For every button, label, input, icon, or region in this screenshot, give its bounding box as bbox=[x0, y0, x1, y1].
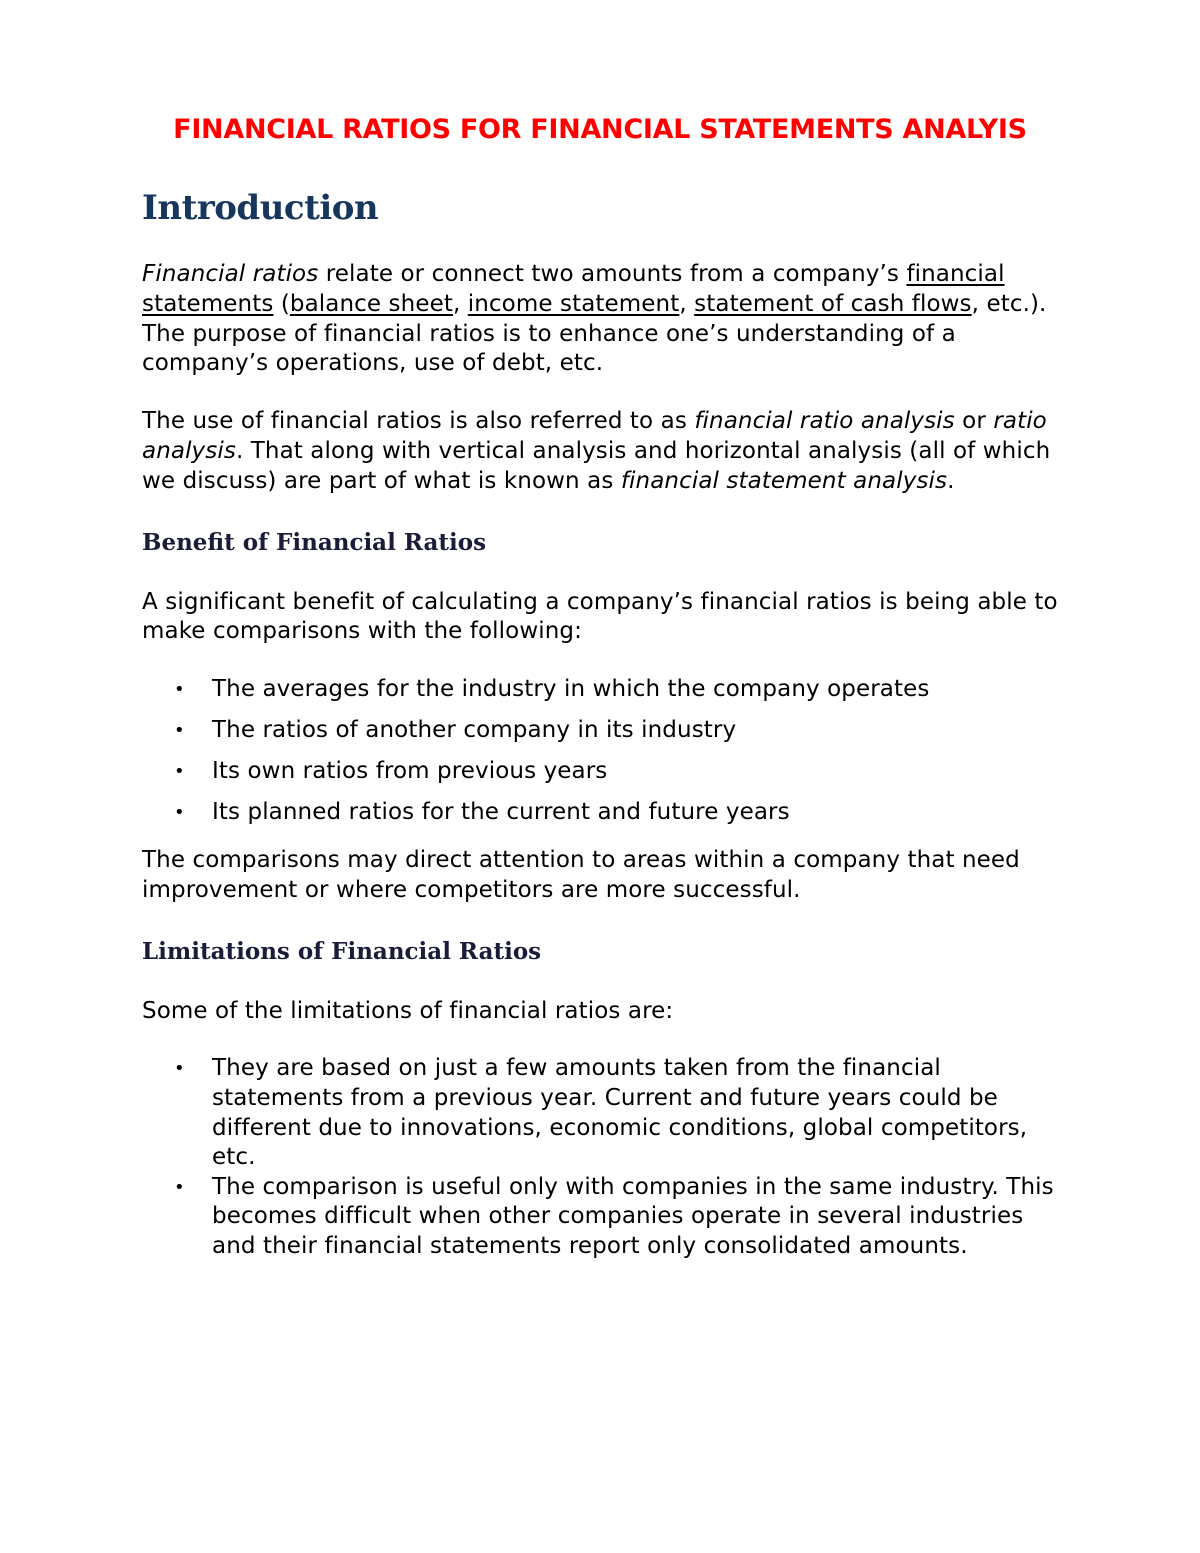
list-item bbox=[142, 1173, 1062, 1262]
list-item bbox=[142, 716, 1062, 746]
list-item bbox=[142, 798, 1062, 828]
intro-text: ( bbox=[273, 290, 290, 317]
list-item-text: The comparison is useful only with companies in the same industry. This becomes difficult when other companies operate in several industries and their financial statements report only consolidated amounts. bbox=[212, 1173, 1054, 1259]
intro-text: , etc.). The purpose of financial ratios is to enhance one’s understanding of a company’s operations, use of debt, etc. bbox=[142, 290, 1047, 377]
limitations-list bbox=[142, 1054, 1062, 1261]
benefits-list bbox=[142, 675, 1062, 828]
link-financial-statements[interactable]: financial statements bbox=[142, 261, 1005, 317]
intro-text: . That along with vertical analysis and horizontal analysis (all of which we discuss) are part of what is known as bbox=[142, 437, 1051, 494]
intro-paragraph-2 bbox=[142, 407, 1062, 496]
italic-term: ratio analysis bbox=[142, 408, 1047, 464]
limitations-heading: Limitations of Financial Ratios bbox=[142, 937, 542, 965]
document-page bbox=[142, 108, 1062, 1262]
list-item bbox=[142, 675, 1062, 705]
link-balance-sheet[interactable]: balance sheet bbox=[289, 290, 453, 317]
list-item bbox=[142, 757, 1062, 787]
intro-paragraph-1 bbox=[142, 260, 1062, 379]
introduction-heading: Introduction bbox=[142, 188, 379, 228]
list-item-text: The averages for the industry in which the company operates bbox=[212, 676, 930, 703]
benefits-closing: The comparisons may direct attention to areas within a company that need improvement or where competitors are more successful. bbox=[142, 847, 1020, 903]
bullet-icon: • bbox=[174, 679, 185, 701]
intro-lead-italic: Financial ratios bbox=[142, 261, 319, 287]
bullet-icon: • bbox=[174, 720, 185, 742]
bullet-icon: • bbox=[174, 1176, 185, 1198]
limitations-lead: Some of the limitations of financial ratios are: bbox=[142, 997, 674, 1024]
list-item-text: Its planned ratios for the current and future years bbox=[212, 799, 790, 826]
list-item bbox=[142, 1054, 1062, 1172]
link-income-statement[interactable]: income statement bbox=[467, 290, 680, 317]
intro-text: The use of financial ratios is also referred to as bbox=[142, 408, 695, 435]
italic-term: financial ratio analysis bbox=[694, 408, 955, 435]
bullet-icon: • bbox=[174, 802, 185, 824]
list-item-text: The ratios of another company in its industry bbox=[212, 717, 737, 744]
link-statement-of-cash-flows[interactable]: statement of cash flows bbox=[694, 290, 972, 317]
intro-text: , bbox=[679, 290, 695, 317]
intro-text: , bbox=[452, 290, 468, 317]
bullet-icon: • bbox=[174, 761, 185, 783]
list-item-text: They are based on just a few amounts taken from the financial statements from a previous year. Current and future years could be different due to innovations, economic conditions, global competitors, etc. bbox=[212, 1055, 1028, 1171]
document-title: FINANCIAL RATIOS FOR FINANCIAL STATEMENTS ANALYIS bbox=[173, 114, 1027, 145]
intro-text: or bbox=[954, 408, 994, 435]
benefits-lead: A significant benefit of calculating a company’s financial ratios is being able to make comparisons with the following: bbox=[142, 588, 1058, 645]
intro-text: relate or connect two amounts from a company’s bbox=[318, 261, 907, 287]
bullet-icon: • bbox=[174, 1058, 185, 1080]
italic-term: financial statement analysis bbox=[620, 467, 948, 494]
intro-text: . bbox=[947, 467, 955, 494]
benefits-heading: Benefit of Financial Ratios bbox=[142, 528, 487, 556]
list-item-text: Its own ratios from previous years bbox=[212, 758, 608, 785]
